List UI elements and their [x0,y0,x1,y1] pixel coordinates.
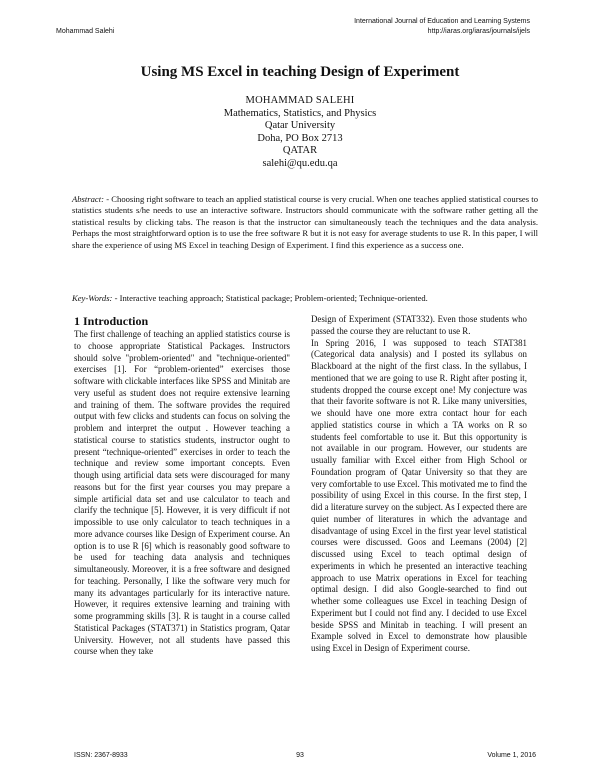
intro-paragraph-1-cont: Design of Experiment (STAT332). Even those students who passed the course they are reluctant to use R. [311,314,527,336]
journal-url[interactable]: http://iaras.org/iaras/journals/ijels [427,28,530,35]
author-email[interactable]: salehi@qu.edu.qa [262,157,338,169]
keywords-text: Interactive teaching approach; Statistical package; Problem-oriented; Technique-oriented. [117,293,428,303]
keywords [72,293,538,304]
author-name: MOHAMMAD SALEHI [245,95,355,106]
journal-name: International Journal of Education and Learning Systems [354,18,530,25]
author-department: Mathematics, Statistics, and Physics [223,107,377,119]
paper-title: Using MS Excel in teaching Design of Experiment [140,64,460,80]
author-country: QATAR [282,145,318,156]
footer-issn: ISSN: 2367-8933 [74,752,128,759]
author-address: Doha, PO Box 2713 [257,132,343,144]
abstract-text: Choosing right software to teach an applied statistical course is very crucial. When one teaches applied statistical courses to statistics students s/he needs to use an interactive software. Instructors should communicate with the software rather getting all the statistical results by clicking tabs. The reason is that the instructor can simultaneously teach the techniques and the data analysis. Perhaps the most straightforward option is to use the free software R but it is not easy for average students to use R. In this paper, I will share the experience of using MS Excel in teaching Design of Experiment. I find this experience as a success one. [72,194,538,250]
right-column [311,314,527,655]
keywords-label: Key-Words: - [72,293,118,303]
running-header-right [354,17,530,37]
footer-volume: Volume 1, 2016 [487,752,536,759]
intro-paragraph-2: In Spring 2016, I was supposed to teach STAT381 (Categorical data analysis) and I posted its syllabus on Blackboard at the night of the first class. In the syllabus, I mentioned that we are going to use R. Right after posting it, students dropped the course except one! My conjecture was that their favorite software is not R. Like many universities, we should have one more extra contact hour for each applied statistics course in which a TA works on R so students feel comfortable to use it. But this opportunity is not available in our program. However, our students are usually familiar with Excel either from High School or Foundation program of Qatar University so that they are very comfortable to use Excel. This motivated me to find the possibility of using Excel in this course. In the first step, I did a literature survey on the subject. As I expected there are quiet number of literatures in which the advantage and disadvantage of using Excel in the first year level statistical courses were discussed. Goos and Leemans (2004) [2] discussed using Excel to teach optimal design of experiments in which he presented an interactive teaching approach to use Matrix operations in Excel for teaching optimal design. I did also Google-searched to find out whether some colleagues use Excel in teaching Design of Experiment but I could not find any. I decided to use Excel beside SPSS and Minitab in teaching. I will present an Example solved in Excel to demonstrate how plausible using Excel in Design of Experiment course. [311,337,527,653]
footer-page-number: 93 [296,752,304,759]
section-title-introduction: 1 Introduction [74,314,149,328]
author-university: Qatar University [264,120,336,131]
intro-paragraph-1: The first challenge of teaching an applied statistics course is to choose appropriate Statistical Packages. Instructors should solve "problem-oriented" and "technique-oriented" exercises [1]. For “problem-oriented” exercises those software with clickable interfaces like SPSS and Minitab are very useful as student does not require extensive learning and training of them. The software provides the required output with few clicks and students can focus on solving the problem and interpret the output . However teaching a statistical course to statistics students, instructor ought to present “technique-oriented” exercises in order to teach the technique and review some important concepts. Even though using artificial data sets were discouraged for many reasons but for the first year courses you may prepare a simple artificial data set and use calculator to teach and clarify the technique [5]. However, it is very difficult if not impossible to use only calculator to teach techniques in a more advance courses like Design of Experiment course. An option is to use R [6] which is reasonably good software to be used for teaching data analysis and techniques simultaneously. Moreover, it is a free software and designed for teaching. Personally, I like the software very much for many its advantages particularly for its interactive nature. However, it requires extensive learning and training with some programming skills [3]. R is taught in a course called Statistical Packages (STAT371) in Statistics program, Qatar University. However, not all students have passed this course when they take [74,329,290,657]
author-block [0,95,600,170]
abstract-label: Abstract: - [72,194,110,204]
left-column [74,314,290,658]
abstract [72,194,538,251]
running-header-left: Mohammad Salehi [56,28,115,35]
